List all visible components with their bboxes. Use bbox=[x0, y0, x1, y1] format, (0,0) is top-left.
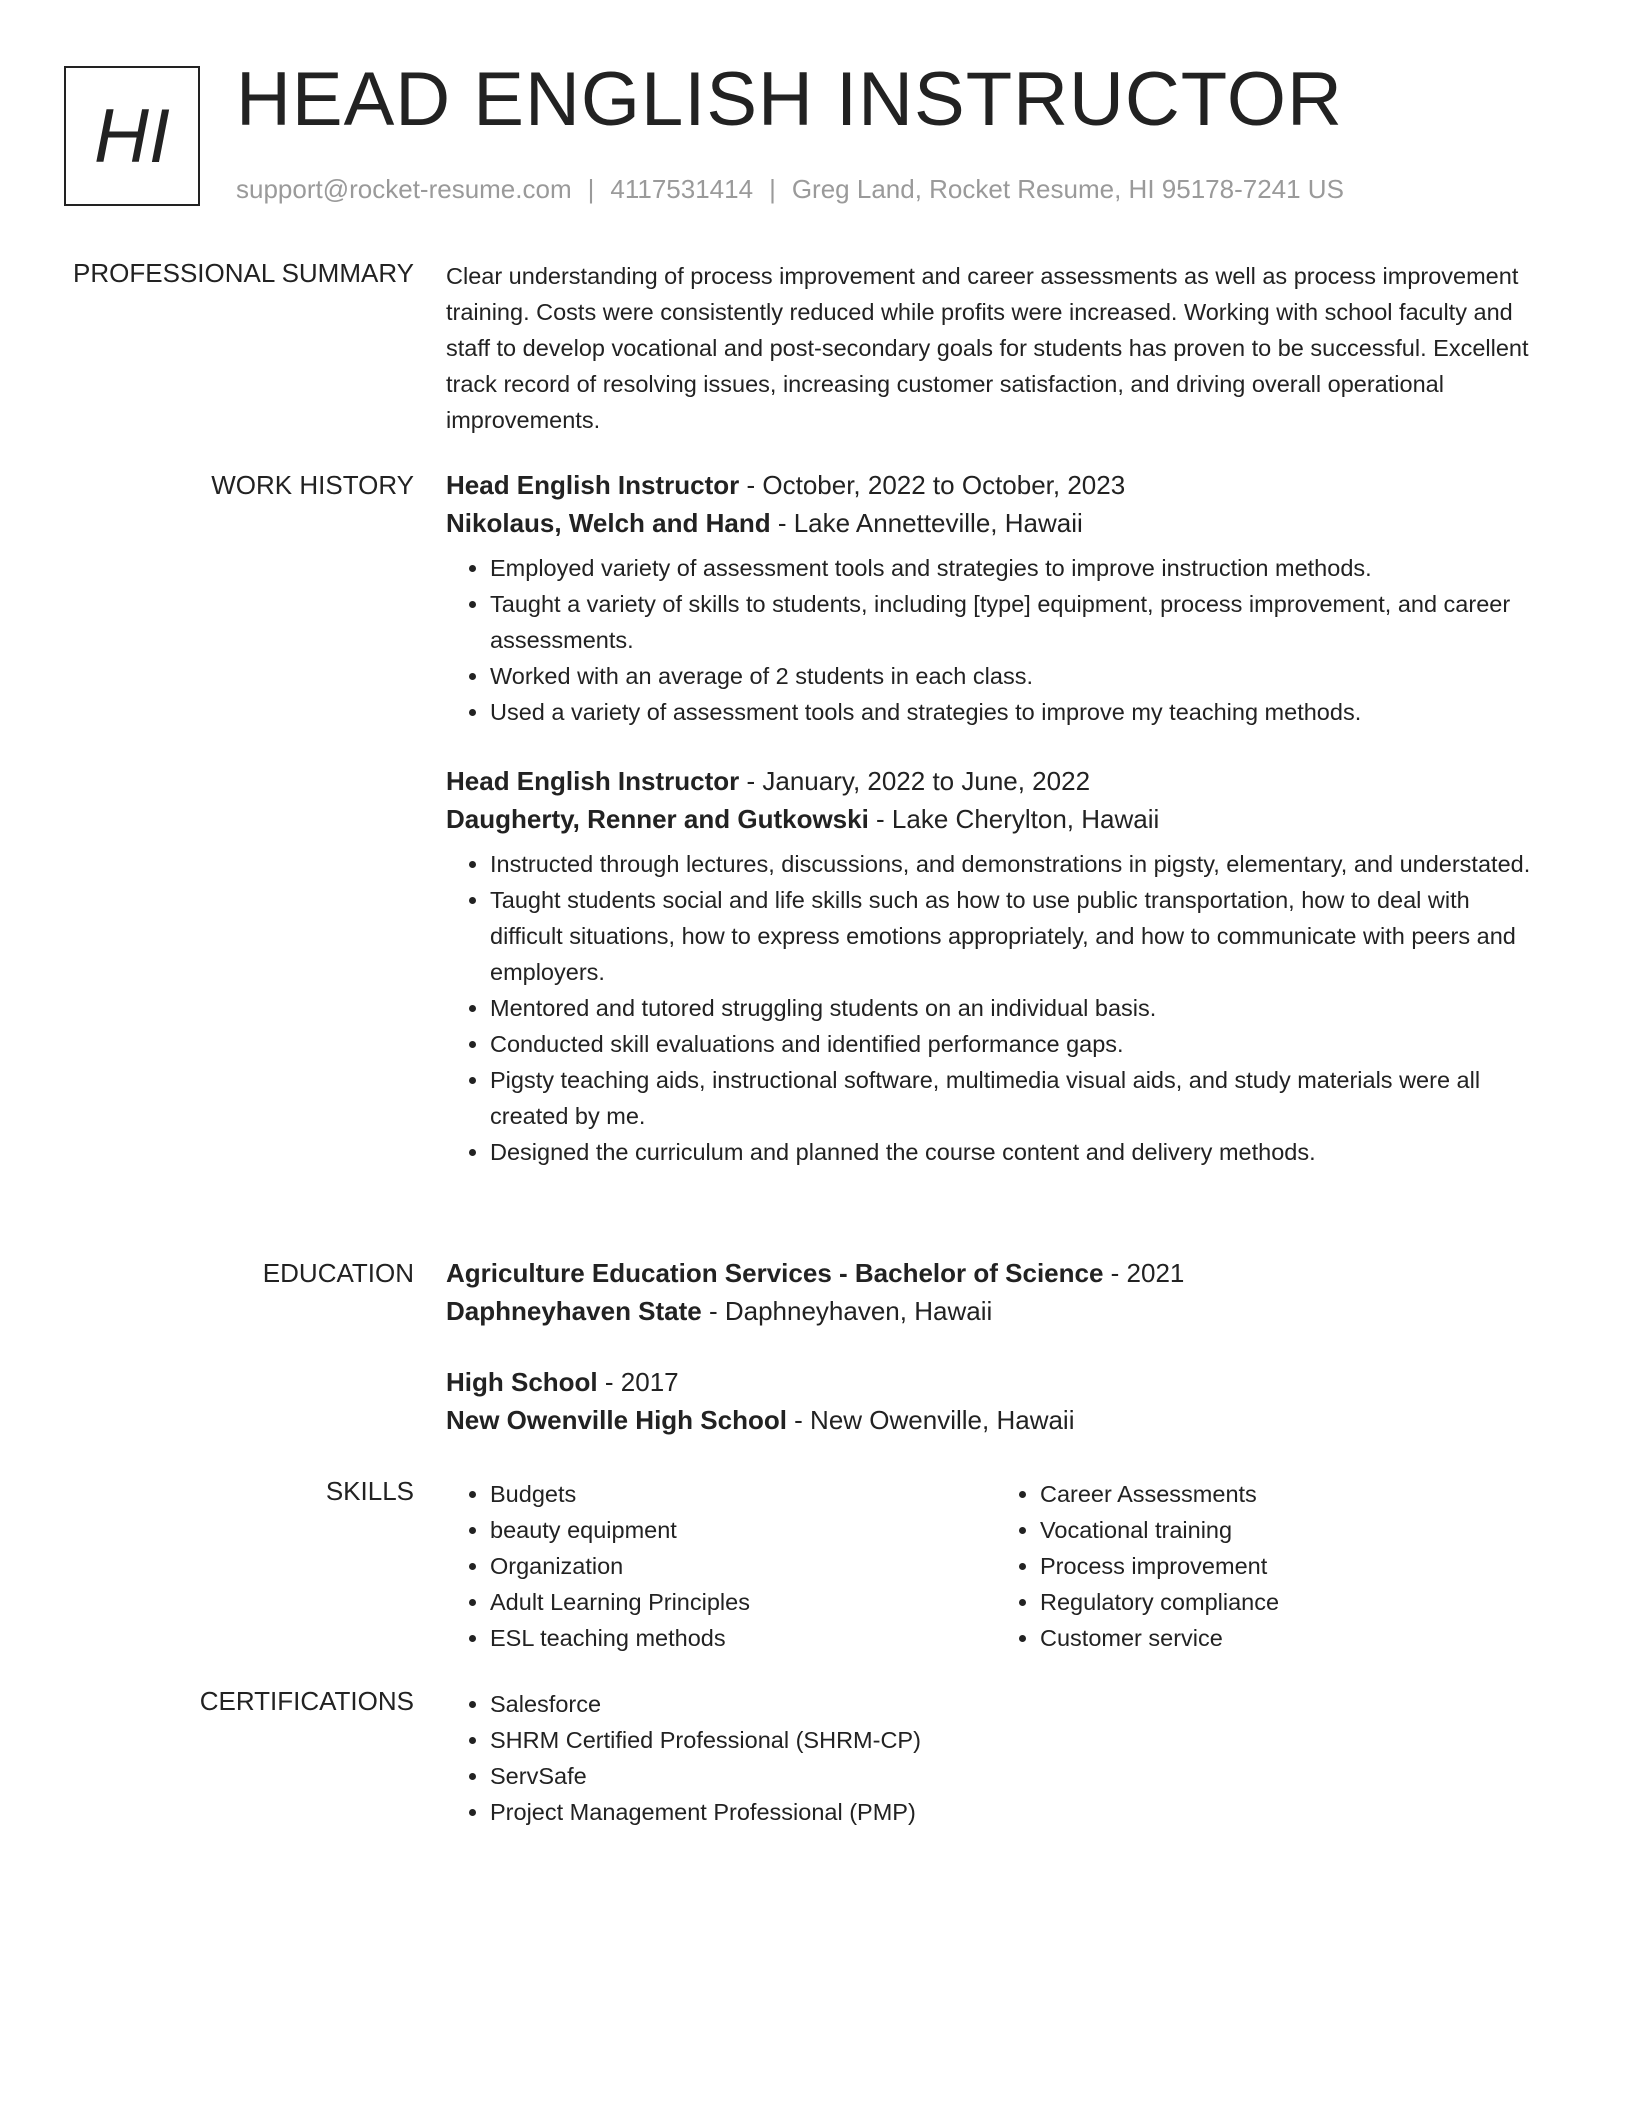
phone-text: 4117531414 bbox=[610, 174, 754, 204]
job-bullets bbox=[446, 550, 1546, 730]
list-item: • Instructed through lectures, discussions, and demonstrations in pigsty, elementary, and understated. bbox=[490, 846, 1546, 882]
email-text: support@rocket-resume.com bbox=[236, 174, 572, 204]
employer-location: - Lake Annetteville, Hawaii bbox=[770, 508, 1083, 538]
list-item: • Employed variety of assessment tools and strategies to improve instruction methods. bbox=[490, 550, 1546, 586]
employer-line bbox=[446, 504, 1546, 542]
section-body bbox=[446, 466, 1546, 1170]
employer-name: Nikolaus, Welch and Hand bbox=[446, 508, 771, 538]
skills-columns bbox=[446, 1476, 1546, 1656]
section-label: SKILLS bbox=[325, 1476, 414, 1506]
degree-line bbox=[446, 1254, 1546, 1292]
list-item: • Designed the curriculum and planned the course content and delivery methods. bbox=[490, 1134, 1546, 1170]
list-item: • Project Management Professional (PMP) bbox=[490, 1794, 1546, 1830]
school-name: New Owenville High School bbox=[446, 1405, 787, 1435]
skills-list-right bbox=[996, 1476, 1546, 1656]
list-item: • Adult Learning Principles bbox=[490, 1584, 996, 1620]
employer-name: Daugherty, Renner and Gutkowski bbox=[446, 804, 869, 834]
list-item: • Career Assessments bbox=[1040, 1476, 1546, 1512]
list-item: • Organization bbox=[490, 1548, 996, 1584]
section-label: WORK HISTORY bbox=[211, 470, 414, 500]
school-name: Daphneyhaven State bbox=[446, 1296, 702, 1326]
page-title: HEAD ENGLISH INSTRUCTOR bbox=[236, 57, 1343, 142]
list-item: • ESL teaching methods bbox=[490, 1620, 996, 1656]
degree-line bbox=[446, 1363, 1546, 1401]
job-title: Head English Instructor bbox=[446, 766, 740, 796]
job-entry bbox=[446, 762, 1546, 1170]
separator: | bbox=[587, 174, 595, 204]
degree-name: Agriculture Education Services - Bachelor of Science bbox=[446, 1258, 1104, 1288]
list-item: • Salesforce bbox=[490, 1686, 1546, 1722]
list-item: • Taught students social and life skills such as how to use public transportation, how to deal with difficult situations, how to express emotions appropriately, and how to communicate with peers and employers. bbox=[490, 882, 1546, 990]
section-body bbox=[446, 1254, 1546, 1439]
degree-year: - 2017 bbox=[597, 1367, 679, 1397]
job-dates: - October, 2022 to October, 2023 bbox=[739, 470, 1126, 500]
list-item: • Regulatory compliance bbox=[1040, 1584, 1546, 1620]
education-entry bbox=[446, 1363, 1546, 1439]
certifications-list bbox=[446, 1686, 1546, 1830]
section-label: PROFESSIONAL SUMMARY bbox=[73, 258, 414, 288]
job-bullets bbox=[446, 846, 1546, 1170]
section-body bbox=[446, 1476, 1546, 1656]
section-label: EDUCATION bbox=[262, 1258, 414, 1288]
list-item: • Used a variety of assessment tools and strategies to improve my teaching methods. bbox=[490, 694, 1546, 730]
contact-line bbox=[236, 174, 1344, 205]
school-location: - Daphneyhaven, Hawaii bbox=[701, 1296, 993, 1326]
job-title-line bbox=[446, 466, 1546, 504]
list-item: • SHRM Certified Professional (SHRM-CP) bbox=[490, 1722, 1546, 1758]
education-entry bbox=[446, 1254, 1546, 1330]
separator: | bbox=[769, 174, 776, 204]
summary-text: Clear understanding of process improvement and career assessments as well as process improvement training. Costs were consistently reduced while profits were increased. Working with school faculty and staff to develop vocational and post-secondary goals for students has proven to be successful. Excellent track record of resolving issues, increasing customer satisfaction, and driving overall operational improvements. bbox=[446, 263, 1529, 433]
section-body bbox=[446, 258, 1546, 438]
job-dates: - January, 2022 to June, 2022 bbox=[739, 766, 1091, 796]
list-item: • ServSafe bbox=[490, 1758, 1546, 1794]
school-location: - New Owenville, Hawaii bbox=[786, 1405, 1075, 1435]
list-item: • Process improvement bbox=[1040, 1548, 1546, 1584]
employer-location: - Lake Cherylton, Hawaii bbox=[868, 804, 1160, 834]
section-label: CERTIFICATIONS bbox=[199, 1686, 414, 1716]
job-entry bbox=[446, 466, 1546, 730]
list-item: • Budgets bbox=[490, 1476, 996, 1512]
address-text: Greg Land, Rocket Resume, HI 95178-7241 US bbox=[791, 174, 1344, 204]
job-title: Head English Instructor bbox=[446, 470, 740, 500]
list-item: • Customer service bbox=[1040, 1620, 1546, 1656]
school-line bbox=[446, 1292, 1546, 1330]
skills-list-left bbox=[446, 1476, 996, 1656]
list-item: • Worked with an average of 2 students in each class. bbox=[490, 658, 1546, 694]
list-item: • Conducted skill evaluations and identified performance gaps. bbox=[490, 1026, 1546, 1062]
list-item: • Vocational training bbox=[1040, 1512, 1546, 1548]
list-item: • Taught a variety of skills to students, including [type] equipment, process improvement, and career assessments. bbox=[490, 586, 1546, 658]
list-item: • Pigsty teaching aids, instructional software, multimedia visual aids, and study materials were all created by me. bbox=[490, 1062, 1546, 1134]
school-line bbox=[446, 1401, 1546, 1439]
job-title-line bbox=[446, 762, 1546, 800]
monogram-logo: HI bbox=[64, 66, 200, 206]
degree-name: High School bbox=[446, 1367, 598, 1397]
employer-line bbox=[446, 800, 1546, 838]
list-item: • beauty equipment bbox=[490, 1512, 996, 1548]
degree-year: - 2021 bbox=[1103, 1258, 1185, 1288]
section-body bbox=[446, 1686, 1546, 1830]
list-item: • Mentored and tutored struggling students on an individual basis. bbox=[490, 990, 1546, 1026]
